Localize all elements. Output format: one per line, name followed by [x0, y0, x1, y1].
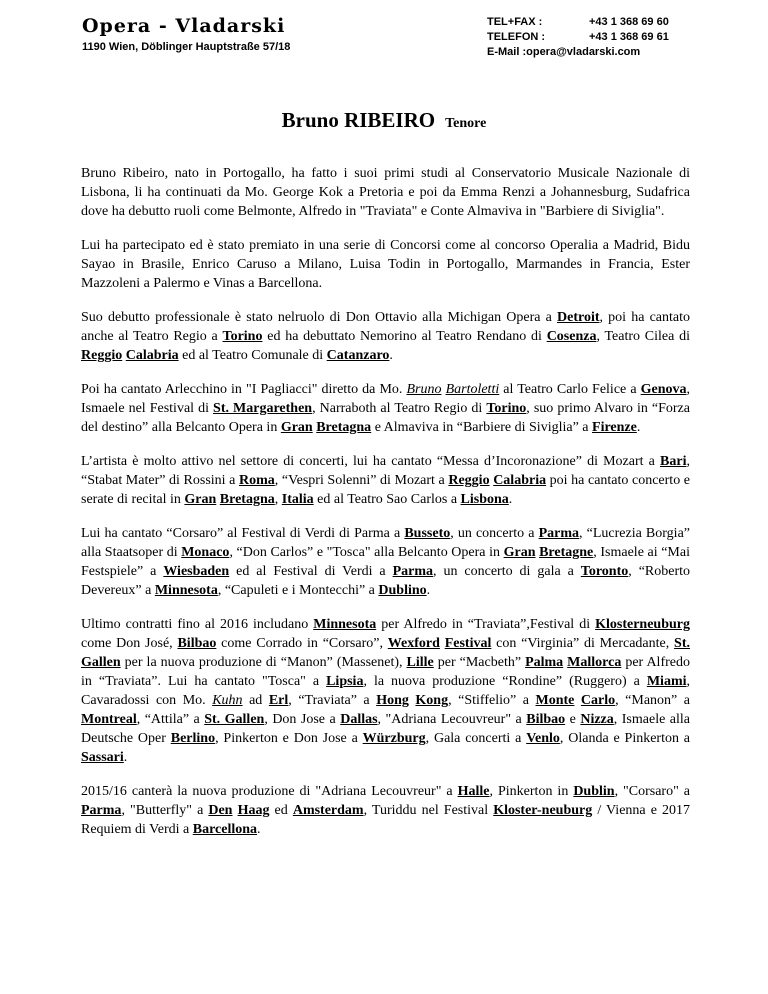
text-run: per la nuova produzione di “Manon” (Massenet), [120, 655, 407, 670]
place-name: Cosenza [546, 329, 597, 344]
place-name: Klosterneuburg [595, 617, 690, 632]
text-run: , “Stabat Mater” di Rossini a [81, 454, 690, 488]
place-name: Mallorca [567, 655, 622, 670]
place-name: Minnesota [154, 583, 218, 598]
brand-address: 1190 Wien, Döblinger Hauptstraße 57/18 [82, 41, 291, 53]
text-run: . [389, 348, 393, 363]
text-run: , “Don Carlos” e "Tosca" alla Belcanto Opera in [229, 545, 504, 560]
text-run: 2015/16 canterà la nuova produzione di "Adriana Lecouvreur" a [81, 784, 458, 799]
place-name: Kloster-neuburg [493, 803, 593, 818]
contact-label: TEL+FAX : [487, 16, 543, 28]
biography-paragraph [81, 615, 690, 767]
place-name: Roma [238, 473, 275, 488]
place-name: Berlino [170, 731, 216, 746]
place-name: Parma [392, 564, 434, 579]
place-name: Reggio [448, 473, 490, 488]
text-run: . [257, 822, 261, 837]
text-run: , Narraboth al Teatro Regio di [312, 401, 487, 416]
place-name: Halle [457, 784, 490, 799]
place-name: Festival [444, 636, 492, 651]
place-name: Lille [406, 655, 434, 670]
place-name: Sassari [81, 750, 124, 765]
text-run: , Pinkerton e Don Jose a [215, 731, 363, 746]
biography-paragraph [81, 308, 690, 365]
place-name: Kong [415, 693, 449, 708]
place-name: Genova [640, 382, 687, 397]
contact-row-telefon [487, 30, 669, 45]
place-name: Bretagne [539, 545, 594, 560]
text-run: Lui ha partecipato ed è stato premiato in una serie di Concorsi come al concorso Operalia a Madrid, Bidu Sayao in Brasile, Enrico Caruso a Milano, Luisa Todin in Portogallo, Marmandes in Francia, Ester Mazzoleni a Palermo e Vinas a Barcellona. [81, 238, 690, 291]
text-run: , “Lucrezia Borgia” alla Staatsoper di [81, 526, 690, 560]
place-name: Toronto [580, 564, 629, 579]
text-run: Suo debutto professionale è stato nelruolo di Don Ottavio alla Michigan Opera a [81, 310, 557, 325]
text-run: Ultimo contratti fino al 2016 includano [81, 617, 314, 632]
place-name: Gran [184, 492, 217, 507]
text-run: , un concerto a [450, 526, 539, 541]
place-name: Minnesota [313, 617, 377, 632]
place-name: Wiesbaden [163, 564, 230, 579]
text-run: Poi ha cantato Arlecchino in "I Pagliacci" diretto da Mo. [81, 382, 407, 397]
text-run: , “Roberto Devereux” a [81, 564, 691, 598]
text-run: Bruno Ribeiro, nato in Portogallo, ha fatto i suoi primi studi al Conservatorio Musicale Nazionale di Lisbona, li ha continuati da Mo. George Kok a Pretoria e poi da Emma Renzi a Johannesburg, Sudafrica dove ha debutto ruoli come Belmonte, Alfredo in "Traviata" e Conte Almaviva in "Barbiere di Siviglia". [81, 166, 690, 219]
place-name: St. Margarethen [213, 401, 313, 416]
text-run: con “Virginia” di Mercadante, [491, 636, 675, 651]
text-run: ad [242, 693, 269, 708]
place-name: Gran [280, 420, 313, 435]
place-name: Gran [503, 545, 536, 560]
place-name: Amsterdam [292, 803, 364, 818]
contact-label: TELEFON : [487, 31, 546, 43]
biography-paragraph [81, 452, 690, 509]
place-name: Reggio [81, 348, 123, 363]
text-run: , [274, 492, 282, 507]
text-run: , un concerto di gala a [433, 564, 581, 579]
person-name: Bartoletti [445, 382, 500, 397]
text-run: come Corrado in “Corsaro”, [216, 636, 388, 651]
biography-paragraph [81, 236, 690, 293]
text-run: , “Traviata” a [288, 693, 377, 708]
text-run: , “Stiffelio” a [448, 693, 536, 708]
place-name: Venlo [526, 731, 560, 746]
text-run: L’artista è molto attivo nel settore di concerti, lui ha cantato “Messa d’Incoronazione” di Mozart a [81, 454, 661, 469]
page-title [0, 108, 768, 133]
place-name: Italia [281, 492, 314, 507]
text-run: , “Vespri Solenni” di Mozart a [274, 473, 449, 488]
text-run: , poi ha cantato anche al Teatro Regio a [81, 310, 690, 344]
place-name: Bretagna [316, 420, 372, 435]
place-name: Hong [376, 693, 409, 708]
place-name: Carlo [580, 693, 616, 708]
text-run: , Ismaele alla Deutsche Oper [81, 712, 690, 746]
text-run: , "Corsaro" a [614, 784, 691, 799]
text-run: . [636, 420, 641, 435]
text-run: ed al Festival di Verdi a [229, 564, 393, 579]
place-name: Parma [81, 803, 122, 818]
text-run: , Cavaradossi con Mo. [81, 674, 690, 708]
voice-type: Tenore [445, 116, 487, 131]
place-name: St. Gallen [81, 636, 690, 670]
text-run: , "Adriana Lecouvreur" a [377, 712, 527, 727]
text-run: Lui ha cantato “Corsaro” al Festival di Verdi di Parma a [81, 526, 405, 541]
place-name: Miami [646, 674, 687, 689]
text-run: , “Attila” a [136, 712, 205, 727]
place-name: Monte [535, 693, 575, 708]
text-run: , la nuova produzione “Rondine” (Ruggero) a [363, 674, 647, 689]
place-name: Calabria [493, 473, 547, 488]
place-name: Torino [486, 401, 527, 416]
place-name: Erl [268, 693, 289, 708]
person-name: Bruno [406, 382, 442, 397]
place-name: Dublin [573, 784, 615, 799]
place-name: Haag [237, 803, 270, 818]
place-name: Den [208, 803, 233, 818]
text-run: , Ismaele nel Festival di [81, 382, 691, 416]
text-run: / Vienna e 2017 Requiem di Verdi a [81, 803, 690, 837]
biography-paragraph [81, 380, 690, 437]
contact-value: +43 1 368 69 61 [589, 31, 669, 43]
text-run: , Don Jose a [264, 712, 341, 727]
text-run: come Don José, [81, 636, 178, 651]
text-run: , Teatro Cilea di [596, 329, 690, 344]
text-run: , “Manon” a [615, 693, 691, 708]
place-name: Palma [525, 655, 564, 670]
biography-body [81, 164, 690, 854]
text-run: al Teatro Carlo Felice a [499, 382, 641, 397]
place-name: Dallas [340, 712, 378, 727]
text-run: ed [269, 803, 293, 818]
text-run: , suo primo Alvaro in “Forza del destino” alla Belcanto Opera in [81, 401, 690, 435]
place-name: Firenze [592, 420, 637, 435]
place-name: St. Gallen [204, 712, 265, 727]
contact-label: E-Mail : [487, 46, 527, 58]
biography-paragraph [81, 524, 690, 600]
place-name: Bari [660, 454, 687, 469]
text-run: , "Butterfly" a [121, 803, 209, 818]
place-name: Monaco [181, 545, 230, 560]
place-name: Bilbao [177, 636, 217, 651]
place-name: Lipsia [326, 674, 364, 689]
text-run: . [426, 583, 431, 598]
text-run: , “Capuleti e i Montecchi” a [217, 583, 379, 598]
place-name: Montreal [81, 712, 137, 727]
place-name: Dublino [378, 583, 427, 598]
text-run: poi ha cantato concerto e serate di recital in [81, 473, 691, 507]
text-run: ed ha debuttato Nemorino al Teatro Rendano di [262, 329, 547, 344]
place-name: Detroit [557, 310, 600, 325]
text-run: per “Macbeth” [433, 655, 526, 670]
brand-name: Opera - Vladarski [82, 15, 286, 37]
place-name: Parma [538, 526, 580, 541]
text-run: e Almaviva in “Barbiere di Siviglia” a [371, 420, 593, 435]
text-run: ed al Teatro Comunale di [178, 348, 327, 363]
letterhead-brand [82, 14, 290, 53]
text-run: . [508, 492, 513, 507]
place-name: Lisbona [460, 492, 509, 507]
text-run: e [565, 712, 581, 727]
place-name: Bilbao [526, 712, 566, 727]
place-name: Barcellona [192, 822, 258, 837]
place-name: Catanzaro [326, 348, 390, 363]
contact-value: +43 1 368 69 60 [589, 16, 669, 28]
contact-row-email [487, 45, 669, 60]
text-run: , Gala concerti a [425, 731, 527, 746]
text-run: , Olanda e Pinkerton a [559, 731, 691, 746]
contact-row-telfax [487, 15, 669, 30]
place-name: Bretagna [219, 492, 275, 507]
text-run: per Alfredo in “Traviata”. Lui ha cantato "Tosca" a [81, 655, 690, 689]
place-name: Nizza [580, 712, 614, 727]
contact-value: opera@vladarski.com [526, 46, 641, 58]
contact-block [487, 15, 669, 60]
text-run: , Ismaele ai “Mai Festspiele” a [81, 545, 690, 579]
place-name: Würzburg [362, 731, 426, 746]
text-run: , Turiddu nel Festival [363, 803, 494, 818]
text-run: ed al Teatro Sao Carlos a [313, 492, 461, 507]
place-name: Calabria [125, 348, 179, 363]
artist-name: Bruno RIBEIRO [281, 108, 436, 132]
biography-paragraph [81, 782, 690, 839]
text-run: per Alfredo in “Traviata”,Festival di [376, 617, 596, 632]
place-name: Torino [222, 329, 263, 344]
place-name: Busseto [404, 526, 451, 541]
person-name: Kuhn [212, 693, 243, 708]
text-run: . [123, 750, 128, 765]
text-run: , Pinkerton in [489, 784, 574, 799]
biography-paragraph [81, 164, 690, 221]
place-name: Wexford [387, 636, 440, 651]
